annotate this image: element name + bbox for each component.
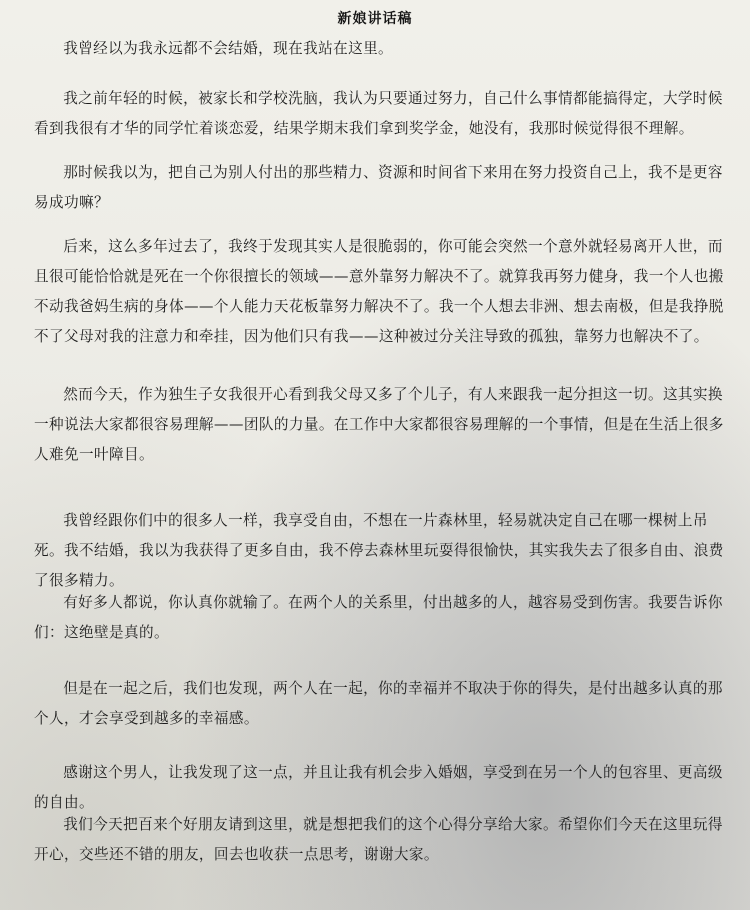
paragraph-2: 我之前年轻的时候，被家长和学校洗脑，我认为只要通过努力，自己什么事情都能搞得定，大学时候看到我很有才华的同学忙着谈恋爱，结果学期末我们拿到奖学金，她没有，我那时候觉得很不理解。 — [34, 90, 723, 137]
paragraph-7: 有好多人都说，你认真你就输了。在两个人的关系里，付出越多的人，越容易受到伤害。我要告诉你们：这绝壁是真的。 — [34, 594, 723, 641]
paragraph-1: 我曾经以为我永远都不会结婚，现在我站在这里。 — [63, 40, 394, 57]
document-title: 新娘讲话稿 — [337, 11, 413, 27]
paragraph-5: 然而今天，作为独生子女我很开心看到我父母又多了个儿子，有人来跟我一起分担这一切。这其实换一种说法大家都很容易理解——团队的力量。在工作中大家都很容易理解的一个事情，但是在生活上很多人难免一叶障目。 — [34, 386, 724, 463]
paragraph-4: 后来，这么多年过去了，我终于发现其实人是很脆弱的，你可能会突然一个意外就轻易离开人世，而且很可能恰恰就是死在一个你很擅长的领域——意外靠努力解决不了。就算我再努力健身，我一个人也搬不动我爸妈生病的身体——个人能力天花板靠努力解决不了。我一个人想去非洲、想去南极，但是我挣脱不了父母对我的注意力和牵挂，因为他们只有我——这种被过分关注导致的孤独，靠努力也解决不了。 — [34, 238, 724, 345]
paragraph-6: 我曾经跟你们中的很多人一样，我享受自由，不想在一片森林里，轻易就决定自己在哪一棵树上吊死。我不结婚，我以为我获得了更多自由，我不停去森林里玩耍得很愉快，其实我失去了很多自由、浪费了很多精力。 — [34, 512, 724, 589]
paragraph-8: 但是在一起之后，我们也发现，两个人在一起，你的幸福并不取决于你的得失，是付出越多认真的那个人，才会享受到越多的幸福感。 — [34, 680, 723, 727]
paragraph-9: 感谢这个男人，让我发现了这一点，并且让我有机会步入婚姻，享受到在另一个人的包容里、更高级的自由。 — [34, 764, 723, 811]
paragraph-3: 那时候我以为，把自己为别人付出的那些精力、资源和时间省下来用在努力投资自己上，我不是更容易成功嘛？ — [34, 164, 723, 211]
paragraph-10: 我们今天把百来个好朋友请到这里，就是想把我们的这个心得分享给大家。希望你们今天在这里玩得开心，交些还不错的朋友，回去也收获一点思考，谢谢大家。 — [34, 816, 723, 863]
